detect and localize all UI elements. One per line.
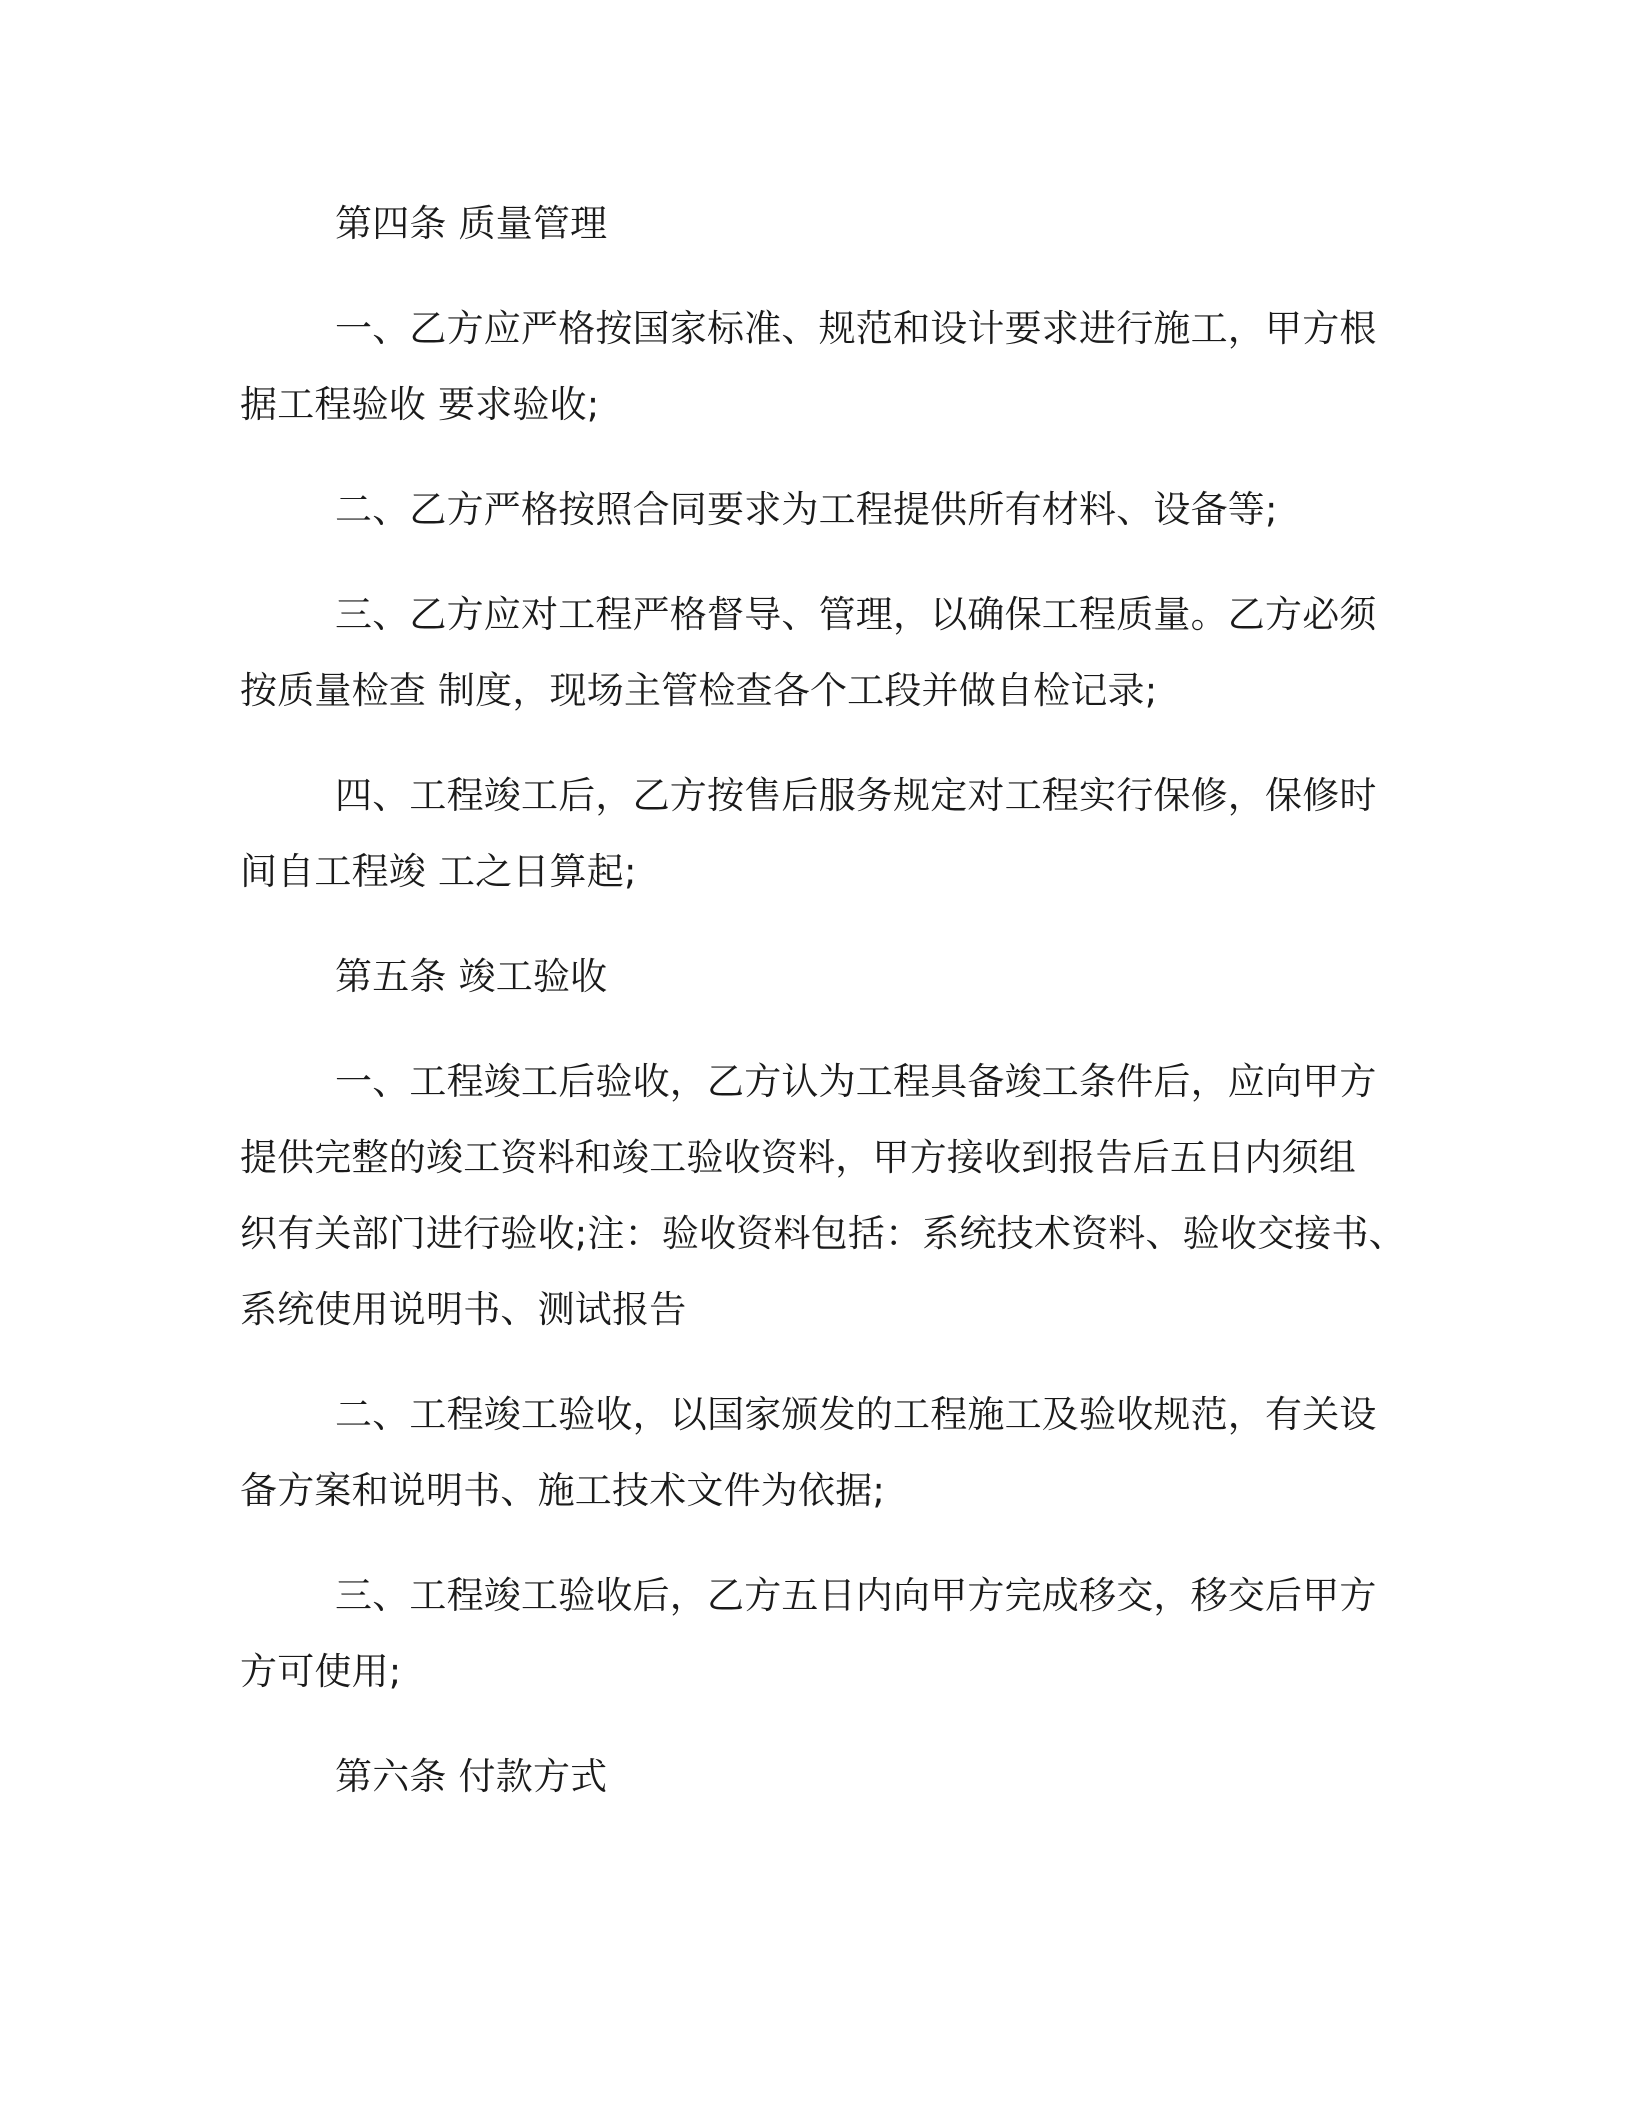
heading-text: 第四条 质量管理 <box>335 202 608 245</box>
paragraph-spacing <box>240 1710 1390 1739</box>
clause-paragraph <box>240 758 1390 910</box>
clause-paragraph <box>240 577 1390 729</box>
section-heading <box>240 1739 1390 1815</box>
paragraph-line: 提供完整的竣工资料和竣工验收资料，甲方接收到报告后五日内须组 <box>240 1136 1356 1179</box>
paragraph-spacing <box>240 548 1390 577</box>
paragraph-line: 系统使用说明书、测试报告 <box>240 1288 687 1331</box>
clause-paragraph <box>240 291 1390 443</box>
paragraph-spacing <box>240 729 1390 758</box>
paragraph-spacing <box>240 262 1390 291</box>
paragraph-line: 一、工程竣工后验收，乙方认为工程具备竣工条件后，应向甲方 <box>335 1060 1377 1103</box>
section-heading <box>240 939 1390 1015</box>
paragraph-line: 二、乙方严格按照合同要求为工程提供所有材料、设备等; <box>335 488 1278 531</box>
paragraph-line: 织有关部门进行验收;注：验收资料包括：系统技术资料、验收交接书、 <box>240 1212 1406 1255</box>
section-heading <box>240 186 1390 262</box>
paragraph-line: 二、工程竣工验收，以国家颁发的工程施工及验收规范，有关设 <box>335 1393 1377 1436</box>
paragraph-line: 四、工程竣工后，乙方按售后服务规定对工程实行保修，保修时 <box>335 774 1377 817</box>
paragraph-line: 间自工程竣 工之日算起; <box>240 850 637 893</box>
document-body <box>240 186 1406 1815</box>
clause-paragraph <box>240 472 1390 548</box>
paragraph-spacing <box>240 443 1390 472</box>
clause-paragraph <box>240 1044 1406 1348</box>
paragraph-line: 三、工程竣工验收后，乙方五日内向甲方完成移交，移交后甲方 <box>335 1574 1377 1617</box>
paragraph-line: 据工程验收 要求验收; <box>240 383 600 426</box>
paragraph-line: 备方案和说明书、施工技术文件为依据; <box>240 1469 886 1512</box>
heading-text: 第五条 竣工验收 <box>335 955 608 998</box>
paragraph-spacing <box>240 910 1390 939</box>
paragraph-line: 一、乙方应严格按国家标准、规范和设计要求进行施工，甲方根 <box>335 307 1377 350</box>
paragraph-spacing <box>240 1529 1390 1558</box>
paragraph-line: 按质量检查 制度，现场主管检查各个工段并做自检记录; <box>240 669 1158 712</box>
paragraph-line: 三、乙方应对工程严格督导、管理，以确保工程质量。乙方必须 <box>335 593 1377 636</box>
paragraph-line: 方可使用; <box>240 1650 402 1693</box>
paragraph-spacing <box>240 1348 1390 1377</box>
heading-text: 第六条 付款方式 <box>335 1755 608 1798</box>
clause-paragraph <box>240 1558 1390 1710</box>
clause-paragraph <box>240 1377 1390 1529</box>
paragraph-spacing <box>240 1015 1390 1044</box>
